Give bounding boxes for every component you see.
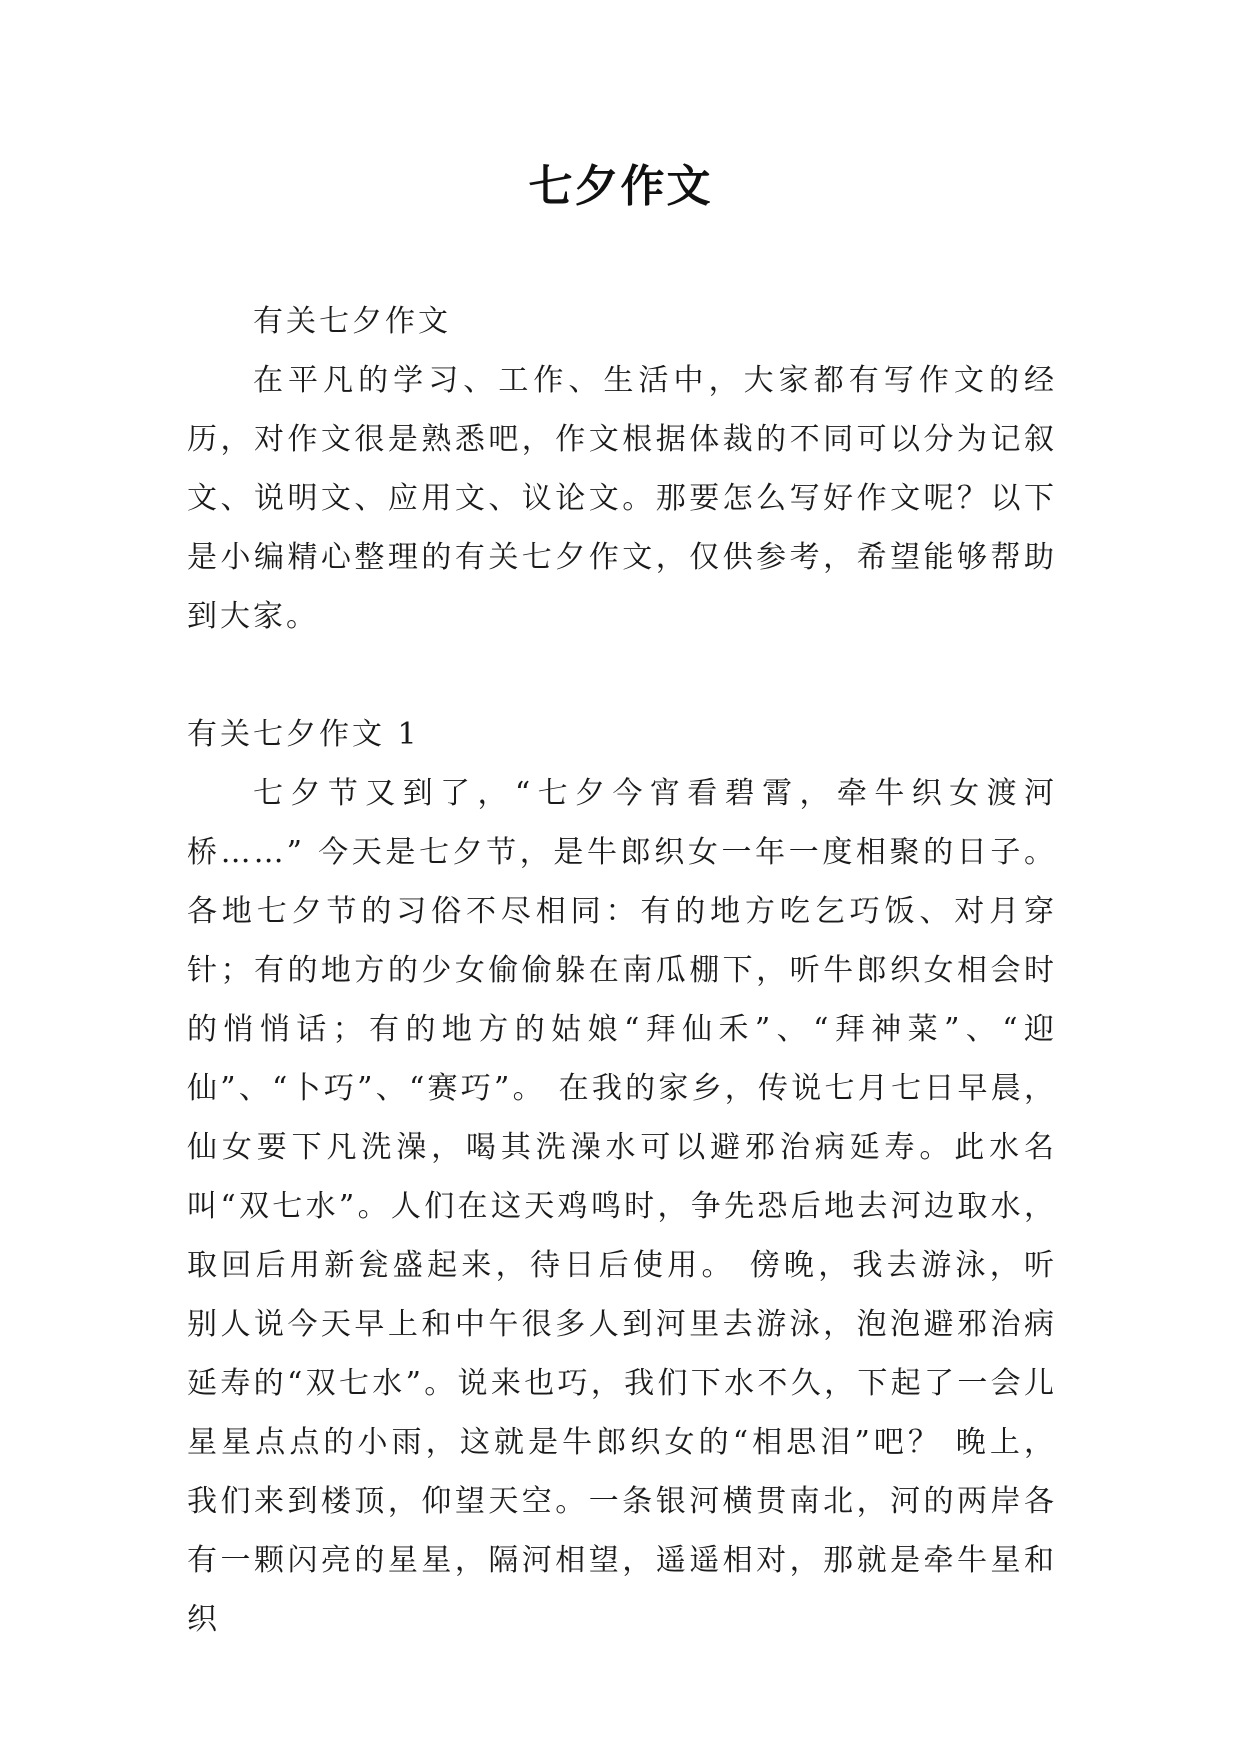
intro-heading: 有关七夕作文 xyxy=(253,304,451,339)
section-heading: 有关七夕作文 1 xyxy=(187,717,420,752)
section-paragraph: 七夕节又到了，“七夕今宵看碧霄，牵牛织女渡河桥……” 今天是七夕节，是牛郎织女一年一度相聚的日子。各地七夕节的习俗不尽相同：有的地方吃乞巧饭、对月穿针；有的地方的少女偷偷躲在南瓜棚下，听牛郎织女相会时的悄悄话；有的地方的姑娘“拜仙禾”、“拜神菜”、“迎仙”、“卜巧”、“赛巧”。 在我的家乡，传说七月七日早晨，仙女要下凡洗澡，喝其洗澡水可以避邪治病延寿。此水名叫“双七水”。人们在这天鸡鸣时，争先恐后地去河边取水，取回后用新瓮盛起来，待日后使用。 傍晚，我去游泳，听别人说今天早上和中午很多人到河里去游泳，泡泡避邪治病延寿的“双七水”。说来也巧，我们下水不久，下起了一会儿星星点点的小雨，这就是牛郎织女的“相思泪”吧？ 晚上，我们来到楼顶，仰望天空。一条银河横贯南北，河的两岸各有一颗闪亮的星星，隔河相望，遥遥相对，那就是牵牛星和织 xyxy=(187,776,1057,1637)
document-title: 七夕作文 xyxy=(528,161,713,212)
document-body xyxy=(187,292,1057,1649)
intro-paragraph: 在平凡的学习、工作、生活中，大家都有写作文的经历，对作文很是熟悉吧，作文根据体裁的不同可以分为记叙文、说明文、应用文、议论文。那要怎么写好作文呢？以下是小编精心整理的有关七夕作文，仅供参考，希望能够帮助到大家。 xyxy=(187,363,1057,634)
